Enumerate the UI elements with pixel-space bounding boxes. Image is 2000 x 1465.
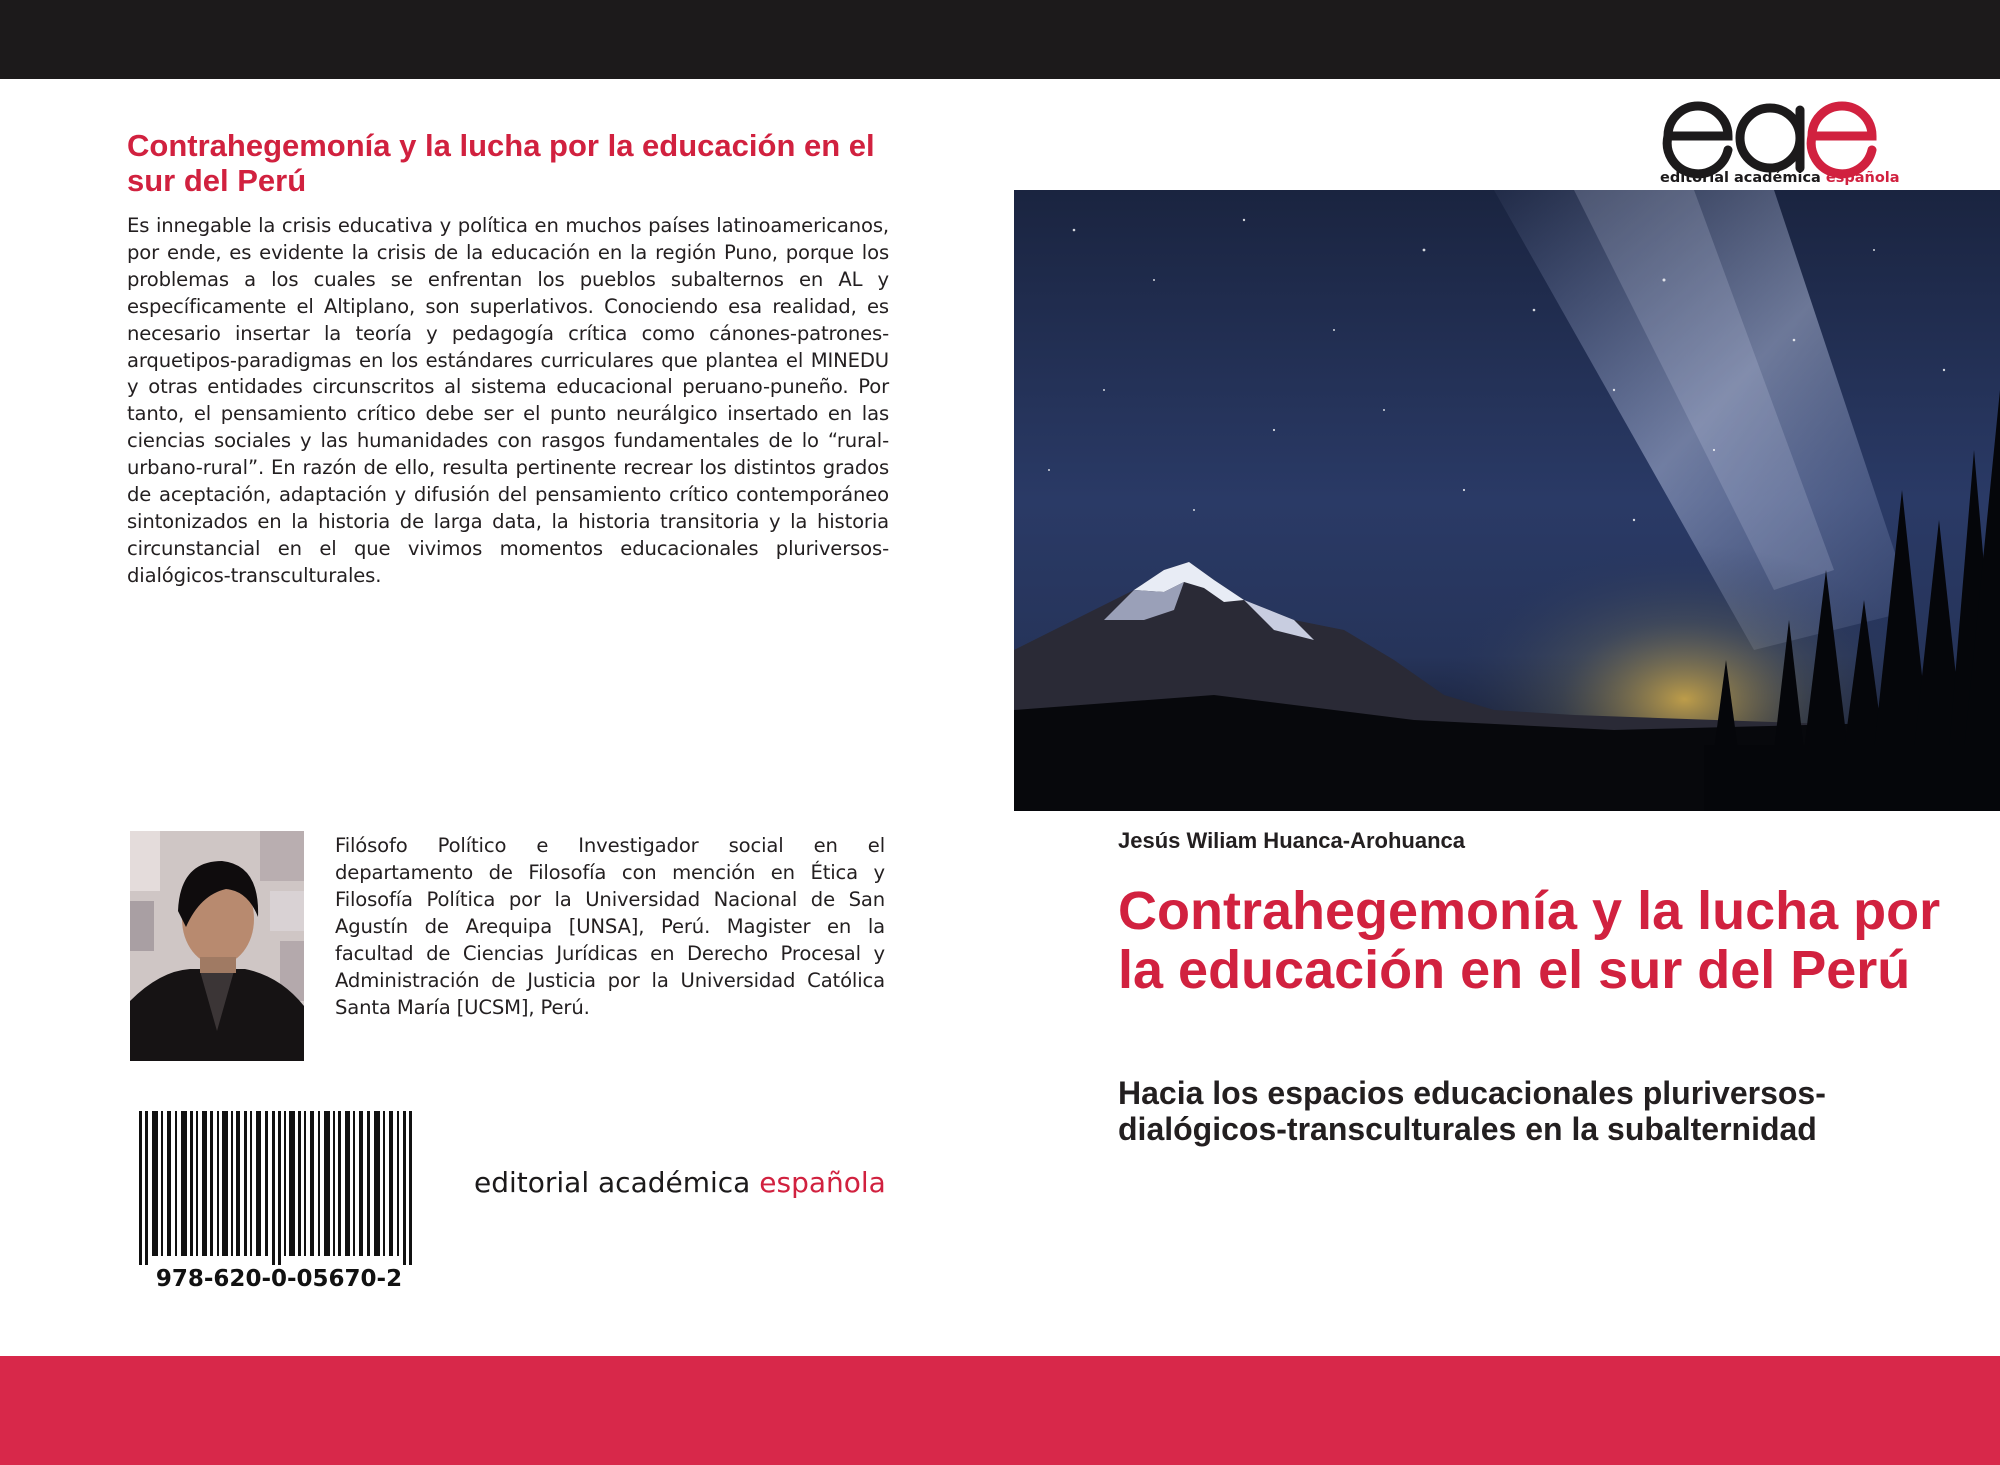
author-biography: Filósofo Político e Investigador social en el departamento de Filosofía con mención en Ética y Filosofía Política por la Universidad Nacional de San Agustín de Arequipa [UNSA], Perú. Magister en la facultad de Ciencias Jurídicas en Derecho Procesal y Administración de Justicia por la Universidad Católica Santa María [UCSM], Perú. — [335, 834, 885, 1019]
front-cover-title: Contrahegemonía y la lucha por la educación en el sur del Perú — [1118, 881, 1941, 1000]
cover-night-sky-mountain-image — [1014, 190, 2000, 811]
publisher-name-part1: editorial académica — [474, 1166, 760, 1199]
isbn-number: 978-620-0-05670-2 — [155, 1266, 403, 1292]
logo-caption — [1660, 170, 1900, 186]
publisher-name-part2: española — [759, 1166, 886, 1199]
barcode — [139, 1111, 419, 1265]
front-cover-subtitle: Hacia los espacios educacionales pluriversos-dialógicos-transculturales en la subalternidad — [1118, 1075, 1826, 1147]
bottom-band — [0, 1356, 2000, 1465]
back-cover-blurb: Es innegable la crisis educativa y política en muchos países latinoamericanos, por ende, es evidente la crisis de la educación en la región Puno, porque los problemas a los cuales se enfrentan los pueblos subalternos en AL y específicamente el Altiplano, son superlativos. Conociendo esa realidad, es necesario insertar la teoría y pedagogía crítica como cánones-patrones-arquetipos-paradigmas en los estándares curriculares que plantea el MINEDU y otras entidades circunscritos al sistema educacional peruano-puneño. Por tanto, el pensamiento crítico debe ser el punto neurálgico insertado en las ciencias sociales y las humanidades con rasgos fundamentales de lo “rural-urbano-rural”. En razón de ello, resulta pertinente recrear los distintos grados de aceptación, adaptación y difusión del pensamiento crítico contemporáneo sintonizados en la historia de larga data, la historia transitoria y la historia circunstancial en el que vivimos momentos educacionales pluriversos-dialógicos-transculturales. — [127, 214, 889, 587]
front-cover-author: Jesús Wiliam Huanca-Arohuanca — [1118, 828, 1466, 853]
publisher-name — [474, 1166, 886, 1199]
top-band — [0, 0, 2000, 79]
author-photo — [130, 831, 304, 1061]
logo-caption-part1: editorial académica — [1660, 170, 1826, 186]
logo-caption-part2: española — [1825, 170, 1900, 186]
back-cover-title: Contrahegemonía y la lucha por la educación en el sur del Perú — [127, 128, 875, 198]
